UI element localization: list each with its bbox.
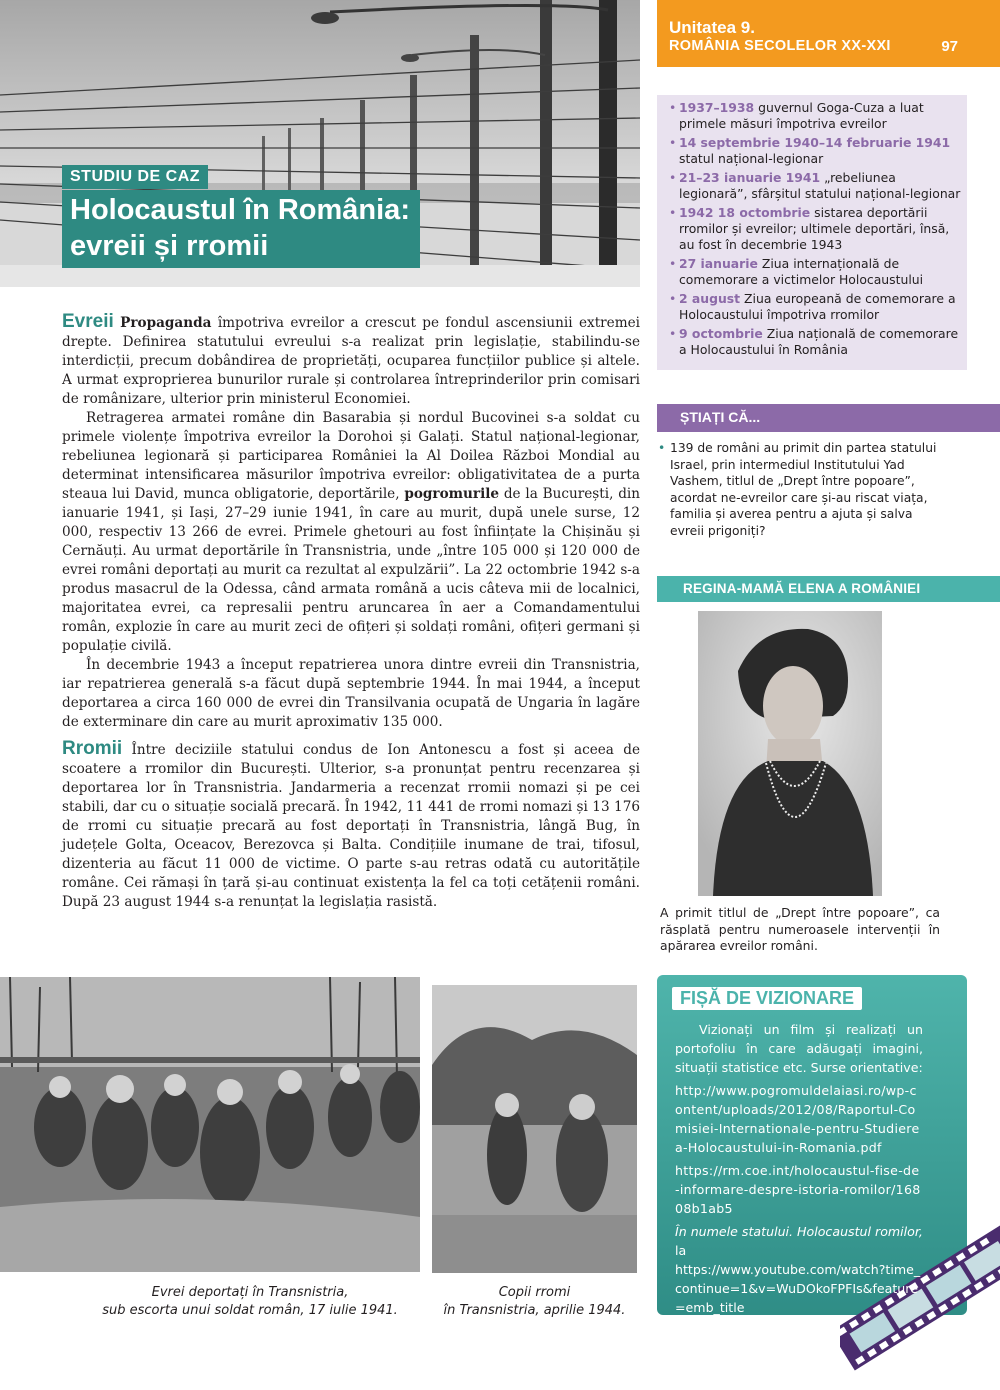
main-article (62, 312, 640, 912)
source-link-coe-factsheet[interactable]: https://rm.coe.int/holocaustul-fise-de-informare-despre-istoria-romilor/16808b1ab5 (675, 1163, 921, 1216)
timeline-item: • 1942 18 octombrie sistarea deportării rromilor și evreilor; ultimele deportări, însă, au fost în decembrie 1943 (669, 205, 950, 252)
paragraph-jews-persecution: Retragerea armatei române din Basarabia și nordul Bucovinei s-a soldat cu primele violențe împotriva evreilor la Dorohoi și Galați. Statul național-legionar, rebeliunea legionară și participarea României la Al Doilea Război Mondial au determinat intensificarea măsurilor împotriva evreilor: obligativitatea de a purta steaua lui David, munca obligatorie, deportările, pogromurile de la București, din ianuarie 1941, și Iași, 27–29 iunie 1941, în care au murit, după unele surse, 12 000, respectiv 13 266 de evrei. Primele ghetouri au fost înființate la Chișinău și Cernăuți. Au urmat deportările în Transnistria, unde „între 105 000 și 120 000 de evrei români deportați au murit ca rezultat al expulzării”. La 22 octombrie 1942 s-a produs masacrul de la Odessa, când armata română a ucis câteva mii de localnici, majoritatea evrei, ca represalii pentru aruncarea în aer a Comandamentului român, explozie în care au murit zeci de ofițeri și soldați români, ofițeri germani și populație civilă. (62, 410, 641, 654)
section-heading-jews: Evreii (62, 311, 114, 332)
timeline-box (657, 95, 967, 370)
unit-title: ROMÂNIA SECOLELOR XX-XXI (669, 38, 891, 54)
did-you-know-text: • 139 de români au primit din partea statului Israel, prin intermediul Institutului Yad Vashem, titlul de „Drept între popoare”, acordat ne-evreilor care și-au riscat viața, familia și averea pentru a ajuta și salva evreii prigoniți? (658, 441, 937, 538)
portrait-illustration (698, 611, 882, 896)
timeline-item: • 2 august Ziua europeană de comemorare a Holocaustului împotriva rromilor (669, 291, 956, 322)
unit-header (657, 0, 1000, 67)
deportation-photo-caption: Evrei deportați în Transnistria, sub escorta unui soldat român, 17 iulie 1941. (102, 1285, 398, 1318)
timeline-item: • 9 octombrie Ziua națională de comemorare a Holocaustului în România (669, 326, 959, 357)
case-study-title-line2: evreii și rromii (70, 230, 269, 262)
roma-children-illustration (432, 985, 637, 1273)
queen-portrait-photo (698, 611, 882, 896)
paragraph-jews-intro: Evreii Propaganda împotriva evreilor a crescut pe fondul ascensiunii extremei drepte. Definirea statutului evreului s-a realizat prin legislație, stabilindu-se interdicții, precum dobândirea de proprietăți, ocuparea funcțiilor publice și altele. A urmat exproprierea bunurilor rurale și controlarea întreprinderilor prin comisari de românizare, ulterior prin ministerul Economiei. (62, 311, 640, 407)
roma-children-photo (432, 985, 637, 1273)
case-study-title (62, 190, 420, 268)
film-reference: În numele statului. Holocaustul romilor, la https://www.youtube.com/watch?time_continue=1&v=WuDOkoFPFIs&feature=emb_title (675, 1224, 923, 1315)
section-heading-roma: Rromii (62, 738, 123, 759)
case-study-label: STUDIU DE CAZ (62, 165, 208, 189)
unit-label: Unitatea 9. (669, 18, 755, 37)
timeline-item: • 1937–1938 guvernul Goga-Cuza a luat primele măsuri împotriva evreilor (669, 100, 924, 131)
case-study-title-line1: Holocaustul în România: (70, 194, 410, 226)
page-number: 97 (941, 38, 958, 55)
deportation-illustration (0, 977, 420, 1272)
paragraph-roma: Rromii Între deciziile statului condus de Ion Antonescu a fost și aceea de scoatere a rromilor din București. Ulterior, s-a pronunțat pentru recenzarea și deportarea lor în Transnistria. Jandarmeria a recenzat rromii nomazi și pe cei stabili, dar cu o situație socială precară. În 1942, 11 441 de rromi nomazi și 13 176 de rromi cu situație precară au fost deportați în Transnistria, lângă Bug, în județele Golta, Oceacov, Berezovca și Balta. Condițiile inumane de trai, tifosul, dizenteria au făcut 11 000 de victime. O parte s-au retras odată cu autoritățile române. Cei rămași în țară și-au continuat existența la fel ca toți cetățenii români. După 23 august 1944 s-a renunțat la legislația rasistă. (62, 738, 640, 910)
did-you-know-header (657, 404, 1000, 432)
source-link-youtube[interactable]: https://www.youtube.com/watch?time_continue=1&v=WuDOkoFPFIs&feature=emb_title (675, 1262, 921, 1315)
queen-header (657, 576, 1000, 602)
viewing-sheet-intro: Vizionați un film și realizați un portofoliu în care adăugați imagini, situații statistice etc. Surse orientative: (675, 1022, 923, 1075)
queen-title: REGINA-MAMĂ ELENA A ROMÂNIEI (683, 581, 921, 596)
source-link-pogrom-report[interactable]: http://www.pogromuldelaiasi.ro/wp-content/uploads/2012/08/Raportul-Comisiei-Internationale-pentru-Studierea-Holocaustului-in-Romania.pdf (675, 1083, 920, 1155)
viewing-sheet-title: FIȘĂ DE VIZIONARE (672, 987, 862, 1010)
queen-caption: A primit titlul de „Drept între popoare”, ca răsplată pentru numeroasele intervenții în apărarea evreilor români. (660, 905, 940, 953)
timeline-item: • 14 septembrie 1940–14 februarie 1941 statul național-legionar (669, 135, 951, 166)
roma-photo-caption: Copii rromi în Transnistria, aprilie 1944. (443, 1285, 626, 1318)
deportation-photo (0, 977, 420, 1272)
did-you-know-title: ȘTIAȚI CĂ... (680, 409, 761, 425)
timeline-item: • 21–23 ianuarie 1941 „rebeliunea legionară”, sfârșitul statului național-legionar (669, 170, 961, 201)
paragraph-jews-repatriation: În decembrie 1943 a început repatrierea unora dintre evreii din Transnistria, iar repatrierea generală s-a făcut după septembrie 1944. În mai 1944, a început deportarea a circa 160 000 de evrei din Transilvania ocupată de Ungaria în lagăre de exterminare din care au murit aproximativ 135 000. (62, 657, 640, 730)
viewing-sheet-text (675, 1020, 923, 1321)
bullet-icon: • (658, 441, 666, 455)
timeline-item: • 27 ianuarie Ziua internațională de comemorare a victimelor Holocaustului (669, 256, 924, 287)
